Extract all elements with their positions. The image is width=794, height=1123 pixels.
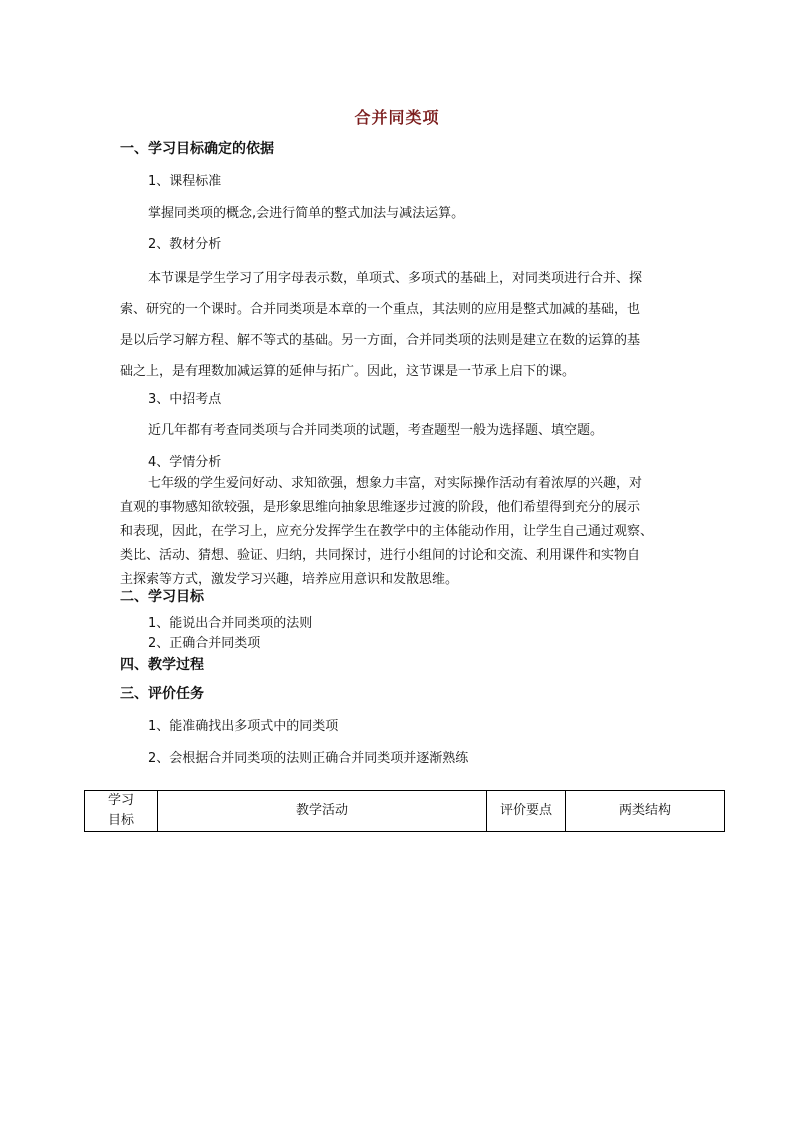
section4-heading: 四、教学过程	[120, 657, 204, 673]
item4-line: 主探索等方式，激发学习兴趣，培养应用意识和发散思维。	[120, 572, 459, 587]
header-learning-goal-line: 学习	[107, 793, 134, 808]
task-item: 2、会根据合并同类项的法则正确合并同类项并逐渐熟练	[148, 751, 469, 766]
item3-label: 3、中招考点	[148, 392, 222, 407]
item4-paragraph	[120, 472, 680, 592]
item2-line: 是以后学习解方程、解不等式的基础。另一方面，合并同类项的法则是建立在数的运算的基	[120, 333, 641, 348]
item4-line: 直观的事物感知欲较强，是形象思维向抽象思维逐步过渡的阶段，他们希望得到充分的展示	[120, 500, 641, 515]
item2-line: 索、研究的一个课时。合并同类项是本章的一个重点，其法则的应用是整式加减的基础，也	[120, 302, 641, 317]
item1-text: 掌握同类项的概念,会进行简单的整式加法与减法运算。	[148, 206, 465, 221]
item2-label: 2、教材分析	[148, 237, 222, 252]
section2-heading: 二、学习目标	[120, 589, 204, 605]
header-evaluation-points: 评价要点	[487, 791, 566, 832]
item2-line: 本节课是学生学习了用字母表示数，单项式、多项式的基础上，对同类项进行合并、探	[148, 271, 643, 286]
table-header-row	[85, 791, 725, 832]
header-learning-goal	[85, 791, 158, 832]
item2-paragraph	[120, 263, 680, 387]
item3-text: 近几年都有考查同类项与合并同类项的试题，考查题型一般为选择题、填空题。	[148, 423, 604, 438]
item4-line: 类比、活动、猜想、验证、归纳，共同探讨，进行小组间的讨论和交流、利用课件和实物自	[120, 548, 641, 563]
item4-label: 4、学情分析	[148, 455, 222, 470]
goal-item: 1、能说出合并同类项的法则	[148, 616, 313, 631]
item1-label: 1、课程标准	[148, 174, 222, 189]
page-title: 合并同类项	[354, 108, 440, 127]
header-two-structures: 两类结构	[566, 791, 725, 832]
header-teaching-activity: 教学活动	[158, 791, 487, 832]
header-learning-goal-line: 目标	[107, 813, 134, 828]
task-item: 1、能准确找出多项式中的同类项	[148, 719, 339, 734]
activity-table	[84, 790, 725, 832]
goal-item: 2、正确合并同类项	[148, 636, 261, 651]
item4-line: 和表现，因此，在学习上，应充分发挥学生在教学中的主体能动作用，让学生自己通过观察、	[120, 524, 654, 539]
item2-line: 础之上，是有理数加减运算的延伸与拓广。因此，这节课是一节承上启下的课。	[120, 364, 576, 379]
section1-heading: 一、学习目标确定的依据	[120, 141, 274, 157]
item4-line: 七年级的学生爱问好动、求知欲强，想象力丰富，对实际操作活动有着浓厚的兴趣，对	[148, 476, 643, 491]
section3-heading: 三、评价任务	[120, 686, 204, 702]
